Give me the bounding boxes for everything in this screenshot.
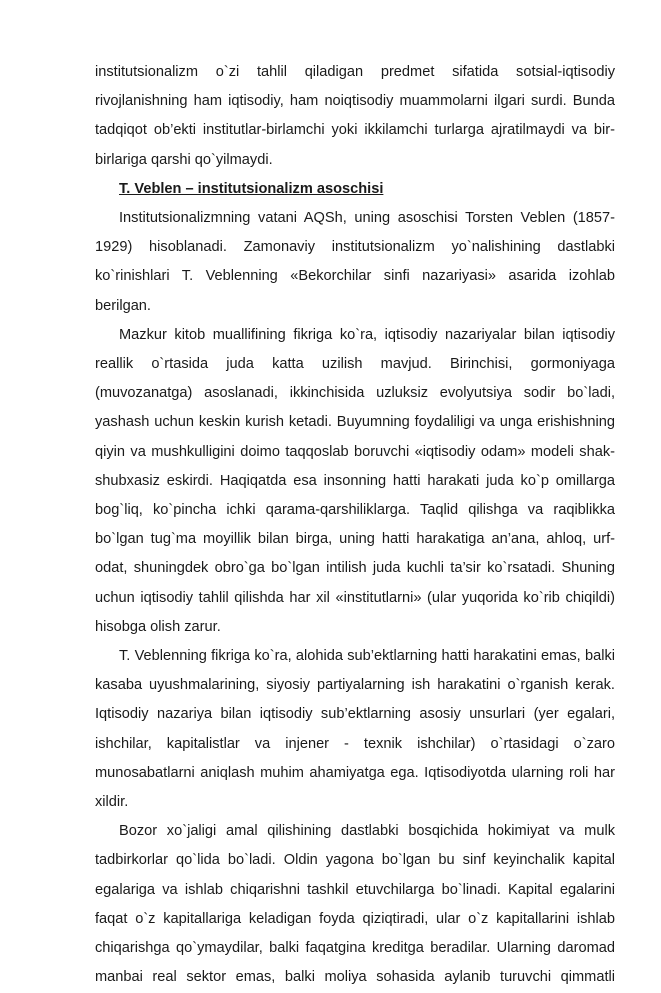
paragraph-continuation: institutsionalizm o`zi tahlil qiladigan predmet sifatida sotsial-iqtisodiy rivojlanishning ham iqtisodiy, ham noiqtisodiy muammolarni ilgari surdi. Bunda tadqiqot ob’ekti institutlar-birlamchi yoki ikkilamchi turlarga ajratilmaydi va bir-birlariga qarshi qo`yilmaydi. (95, 64, 615, 168)
document-page (95, 58, 615, 993)
section-heading: T. Veblen – institutsionalizm asoschisi (119, 180, 384, 197)
paragraph-book-author-view: Mazkur kitob muallifining fikriga ko`ra, iqtisodiy nazariyalar bilan iqtisodiy reallik o`rtasida juda katta uzilish mavjud. Birinchisi, gormoniyaga (muvozanatga) asoslanadi, ikkinchisida uzluksiz evolyutsiya sodir bo`ladi, yashash uchun keskin kurish ketadi. Buyumning foydaliligi va unga erishishning qiyin va mushkulligini doimo taqqoslab boruvchi «iqtisodiy odam» modeli shak-shubxasiz eskirdi. Haqiqatda esa insonning hatti harakati juda ko`p omillarga bog`liq, ko`pincha ichki qarama-qarshiliklarga. Taqlid qilishga va raqiblikka bo`lgan tug`ma moyillik bilan birga, uning hatti harakatiga an’ana, ahloq, urf-odat, shuningdek obro`ga bo`lgan intilish juda kuchli ta’sir ko`rsatadi. Shuning uchun iqtisodiy tahlil qilishda har xil «institutlarni» (ular yuqorida ko`rib chiqildi) hisobga olish zarur. (95, 326, 615, 635)
paragraph-subjects: T. Veblenning fikriga ko`ra, alohida sub’ektlarning hatti harakatini emas, balki kasaba uyushmalarining, siyosiy partiyalarning ish harakatini o`rganish kerak. Iqtisodiy nazariya bilan iqtisodiy sub’ektlarning asosiy unsurlari (yer egalari, ishchilar, kapitalistlar va injener - texnik ishchilar) o`rtasidagi o`zaro munosabatlarni aniqlash muhim ahamiyatga ega. Iqtisodiyotda ularning roli har xildir. (95, 648, 615, 811)
paragraph-market-economy: Bozor xo`jaligi amal qilishining dastlabki bosqichida hokimiyat va mulk tadbirkorlar qo`lida bo`ladi. Oldin yagona bo`lgan bu sinf keyinchalik kapital egalariga va ishlab chiqarishni tashkil etuvchilarga bo`linadi. Kapital egalarini faqat o`z kapitallariga keladigan foyda qiziqtiradi, ular o`z kapitallarini ishlab chiqarishga qo`ymaydilar, balki faqatgina kreditga beradilar. Ularning daromad manbai real sektor emas, balki moliya sohasida aylanib turuvchi qimmatli (95, 823, 615, 986)
paragraph-veblen-intro: Institutsionalizmning vatani AQSh, uning asoschisi Torsten Veblen (1857-1929) hisoblanadi. Zamonaviy institutsionalizm yo`nalishining dastlabki ko`rinishlari T. Veblenning «Bekorchilar sinfi nazariyasi» asarida izohlab berilgan. (95, 210, 615, 314)
